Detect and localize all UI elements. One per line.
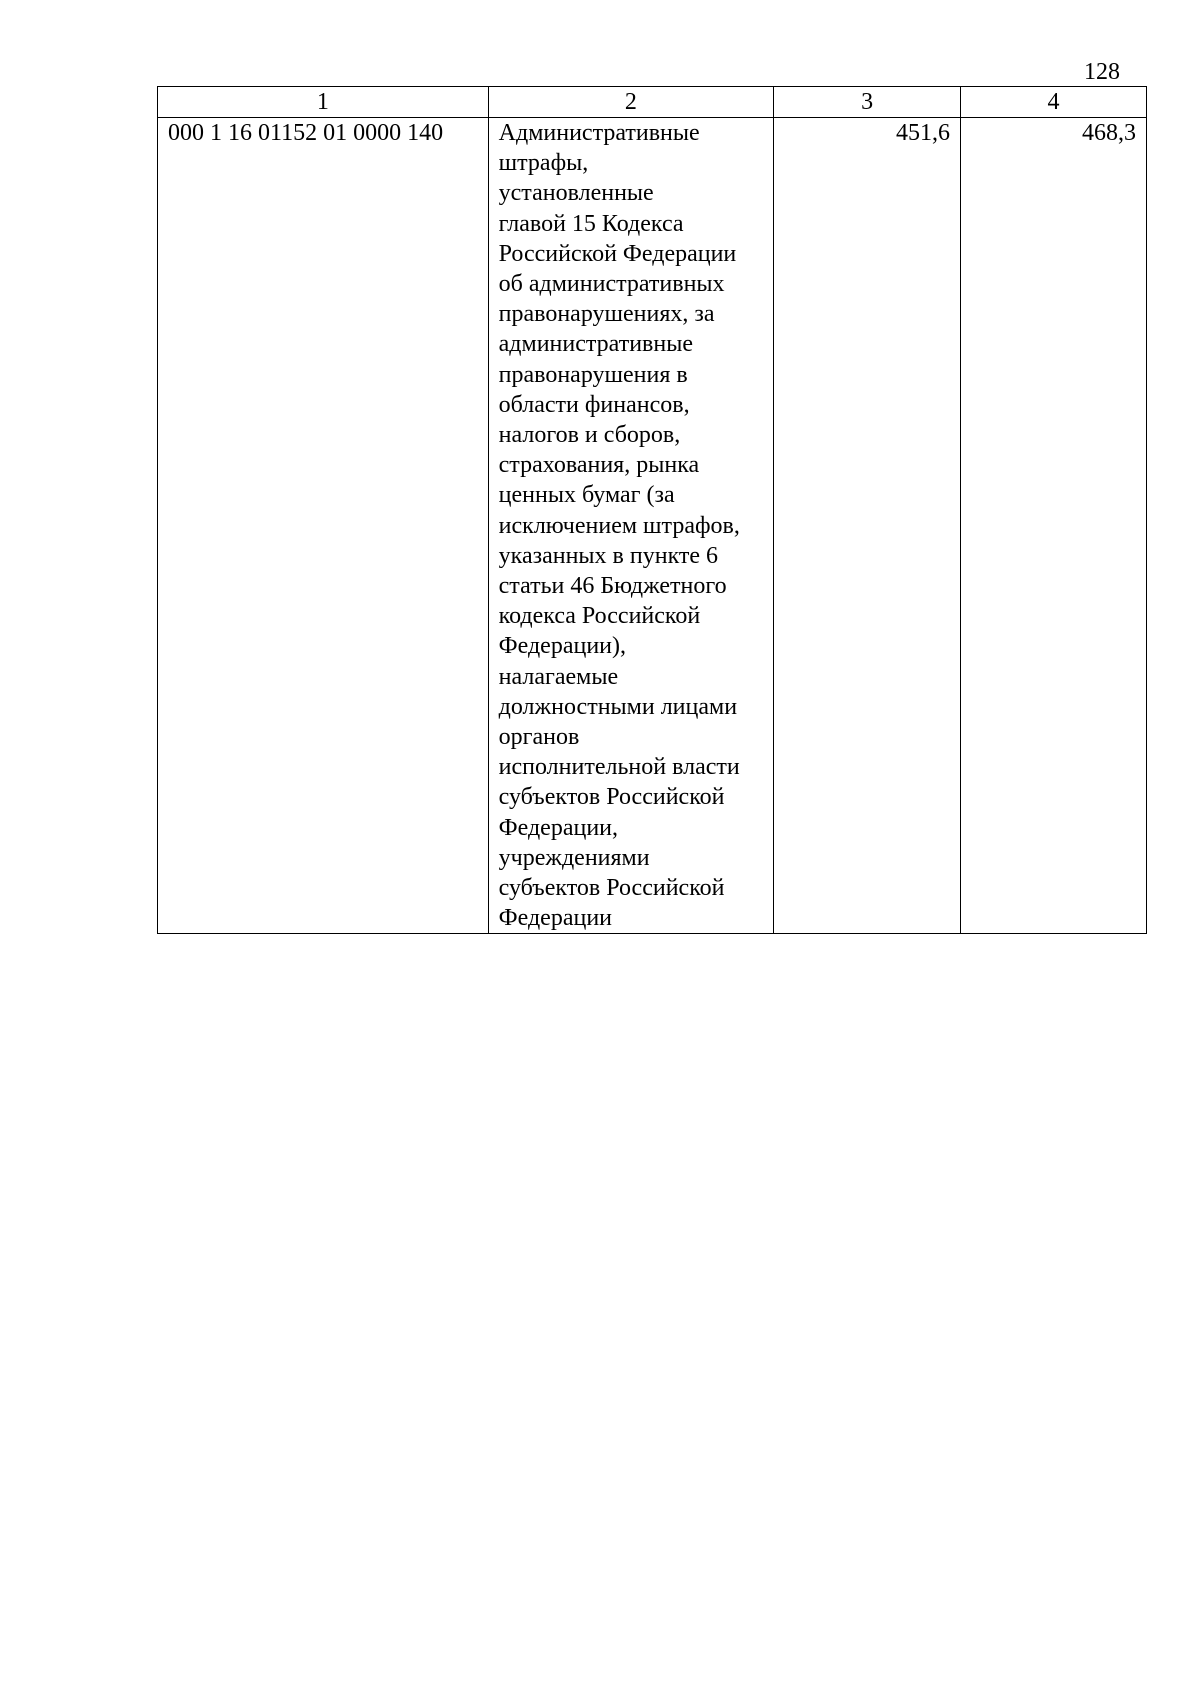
description-line: исполнительной власти (498, 754, 740, 781)
description-line: Федерации), (498, 633, 626, 660)
description-line: налогов и сборов, (498, 422, 681, 449)
description-line: главой 15 Кодекса (498, 210, 684, 237)
budget-table (157, 86, 1147, 934)
table-row (158, 118, 1147, 934)
column-header-3: 3 (774, 87, 961, 118)
description-line: правонарушениях, за (498, 301, 715, 328)
table-header-row (158, 87, 1147, 118)
description-cell (488, 118, 773, 934)
description-line: об административных (498, 271, 725, 298)
description-line: должностными лицами (498, 693, 738, 720)
description-line: субъектов Российской (498, 784, 725, 811)
description-line: исключением штрафов, (498, 512, 740, 539)
value-cell-col4: 468,3 (961, 118, 1147, 934)
description-line: кодекса Российской (498, 603, 701, 630)
column-header-4: 4 (961, 87, 1147, 118)
description-line: указанных в пункте 6 (498, 542, 719, 569)
description-line: субъектов Российской (498, 875, 725, 902)
column-header-2: 2 (488, 87, 773, 118)
description-line: органов (498, 724, 580, 751)
description-line: Федерации, (498, 814, 618, 841)
description-line: страхования, рынка (498, 452, 700, 479)
column-header-1: 1 (158, 87, 489, 118)
description-line: ценных бумаг (за (498, 482, 675, 509)
value-cell-col3: 451,6 (774, 118, 961, 934)
description-line: Административные (498, 120, 700, 146)
description-line: учреждениями (498, 844, 650, 871)
description-line: области финансов, (498, 391, 690, 418)
description-line: установленные (498, 180, 654, 207)
description-line: административные (498, 331, 693, 358)
description-line: Федерации (498, 905, 612, 932)
description-line: штрафы, (498, 150, 589, 177)
description-line: налагаемые (498, 663, 619, 690)
description-line: правонарушения в (498, 361, 688, 388)
budget-code-cell: 000 1 16 01152 01 0000 140 (158, 118, 489, 934)
description-line: статьи 46 Бюджетного (498, 573, 727, 600)
description-line: Российской Федерации (498, 240, 737, 267)
page-number: 128 (1084, 59, 1120, 85)
